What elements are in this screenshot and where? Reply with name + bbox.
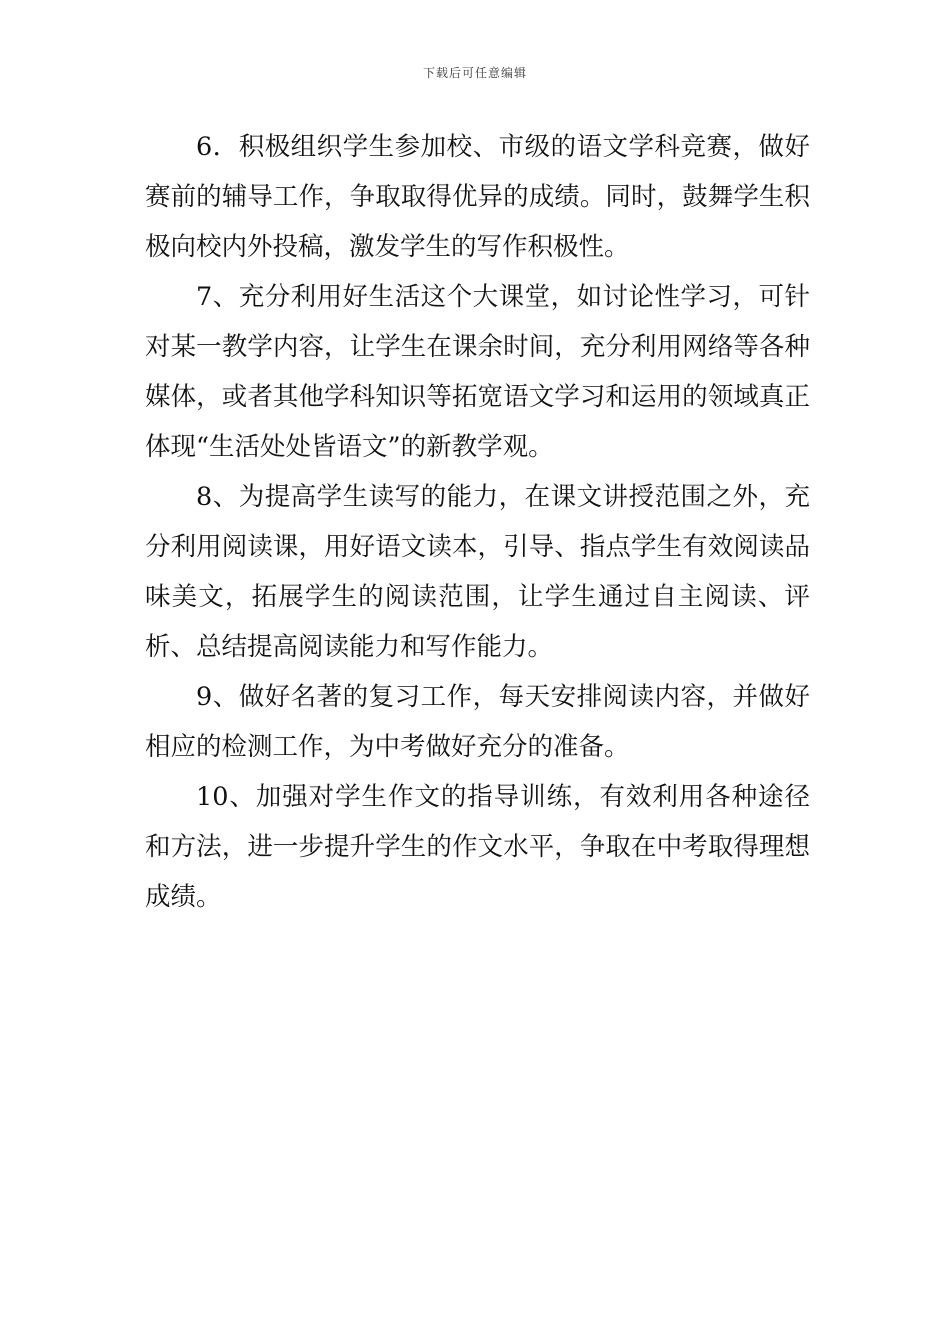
paragraph-item-9: 9、做好名著的复习工作，每天安排阅读内容，并做好相应的检测工作，为中考做好充分的准备。 — [145, 682, 810, 762]
paragraph-item-6: 6．积极组织学生参加校、市级的语文学科竞赛，做好赛前的辅导工作，争取取得优异的成绩。同时，鼓舞学生积极向校内外投稿，激发学生的写作积极性。 — [145, 132, 810, 262]
document-body — [145, 122, 810, 922]
paragraph-item-8: 8、为提高学生读写的能力，在课文讲授范围之外，充分利用阅读课，用好语文读本，引导、指点学生有效阅读品味美文，拓展学生的阅读范围，让学生通过自主阅读、评析、总结提高阅读能力和写作能力。 — [145, 482, 810, 662]
paragraph-item-10: 10、加强对学生作文的指导训练，有效利用各种途径和方法，进一步提升学生的作文水平，争取在中考取得理想成绩。 — [145, 782, 810, 912]
page-header: 下载后可任意编辑 — [422, 66, 527, 80]
paragraph-item-7: 7、充分利用好生活这个大课堂，如讨论性学习，可针对某一教学内容，让学生在课余时间，充分利用网络等各种媒体，或者其他学科知识等拓宽语文学习和运用的领域真正体现“生活处处皆语文”的新教学观。 — [145, 282, 810, 462]
